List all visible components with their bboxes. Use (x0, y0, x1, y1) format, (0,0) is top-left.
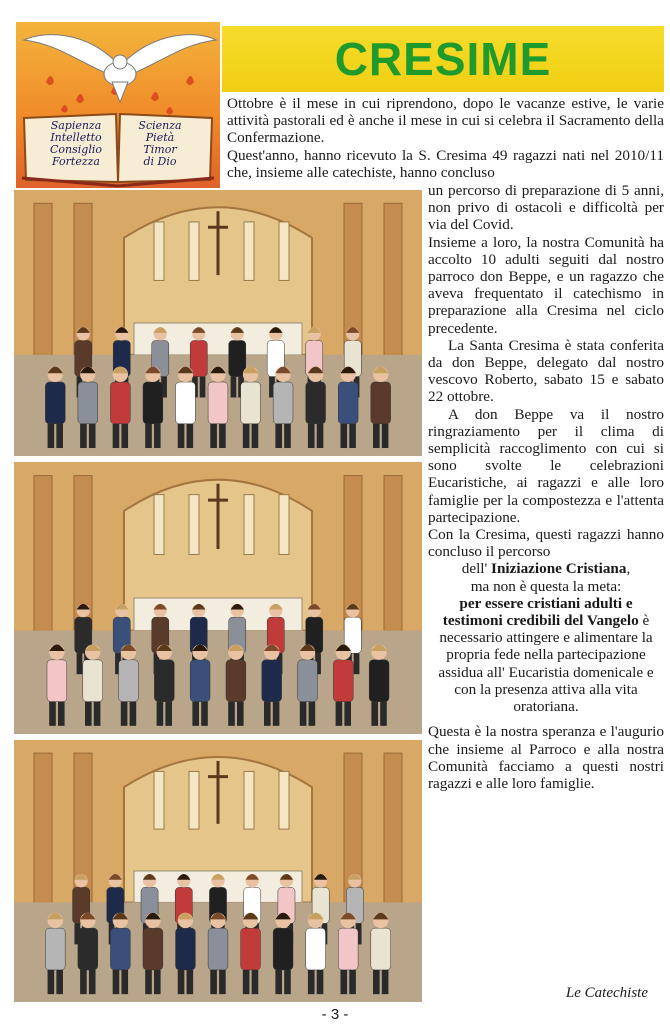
gift-text: Scienza (138, 119, 182, 132)
paragraph-6-meta: ma non è questa la meta: (470, 577, 622, 595)
page-number: - 3 - (321, 1006, 349, 1023)
gift-text: Fortezza (52, 155, 100, 168)
group-photo-1 (14, 190, 422, 456)
paragraph-7: Questa è la nostra speranza e l'augurio che insieme al Parroco e alla nostra Comunità facciamo a questi nostri ragazzi e alle loro famiglie. (428, 723, 664, 792)
photo-drawing (14, 462, 422, 734)
article-intro (227, 95, 664, 181)
text-prefix: dell' (461, 560, 492, 578)
paragraph-2a: Quest'anno, hanno ricevuto la S. Cresima 49 ragazzi nati nel 2010/11 che, insieme alle catechiste, hanno concluso (227, 146, 664, 181)
page-title: CRESIME (334, 33, 552, 85)
bold-christians: per essere cristiani adulti e testimoni credibili del Vangelo (442, 594, 639, 630)
paragraph-6 (428, 526, 664, 560)
book-right-gifts (120, 120, 200, 168)
signature: Le Catechiste (565, 985, 648, 1001)
paragraph-3: Insieme a loro, la nostra Comunità ha accolto 10 adulti seguiti dal nostro parroco don Beppe, e un ragazzo che aveva frequentato il catechismo in preparazione alla Cresima nel ciclo precedente. (428, 233, 664, 337)
title-banner (222, 26, 664, 92)
book-left-gifts (36, 120, 116, 168)
photo-drawing (14, 740, 422, 1002)
article-column (428, 182, 664, 792)
gift-text: Pietà (145, 131, 175, 144)
bold-iniziazione: Iniziazione Cristiana (491, 560, 627, 578)
gift-text: Consiglio (50, 143, 102, 156)
paragraph-6-conclusion (428, 595, 664, 715)
group-photo-3 (14, 740, 422, 1002)
paragraph-1: Ottobre è il mese in cui riprendono, dopo le vacanze estive, le varie attività pastorali ed è anche il mese in cui si celebra il Sacramento della Confermazione. (227, 95, 664, 147)
gift-text: di Dio (143, 155, 177, 168)
gift-text: Timor (143, 143, 177, 156)
group-photo-2 (14, 462, 422, 734)
confirmation-logo (16, 22, 220, 188)
gift-text: Sapienza (50, 119, 102, 132)
gift-text: Intelletto (50, 131, 102, 144)
paragraph-6-iniziazione (428, 560, 664, 577)
photo-drawing (14, 190, 422, 456)
paragraph-2b: un percorso di preparazione di 5 anni, non privo di ostacoli e difficoltà per via del Covid. (428, 182, 664, 234)
paragraph-6-start: Con la Cresima, questi ragazzi hanno concluso il percorso (428, 526, 664, 561)
text-suffix: , (626, 560, 631, 578)
paragraph-4: La Santa Cresima è stata conferita da don Beppe, delegato dal nostro vescovo Roberto, sabato 15 e sabato 22 ottobre. (428, 336, 664, 406)
paragraph-6-end: è necessario attingere e alimentare la propria fede nella partecipazione assidua all' Eucaristia domenicale e con la presenza attiva alla vita oratoriana. (438, 612, 654, 716)
paragraph-5: A don Beppe va il nostro ringraziamento per il clima di semplicità raccoglimento con cui si sono svolte le celebrazioni Eucaristiche, ai ragazzi e alle loro famiglie per la compostezza e l'attenta partecipazione. (428, 405, 664, 526)
